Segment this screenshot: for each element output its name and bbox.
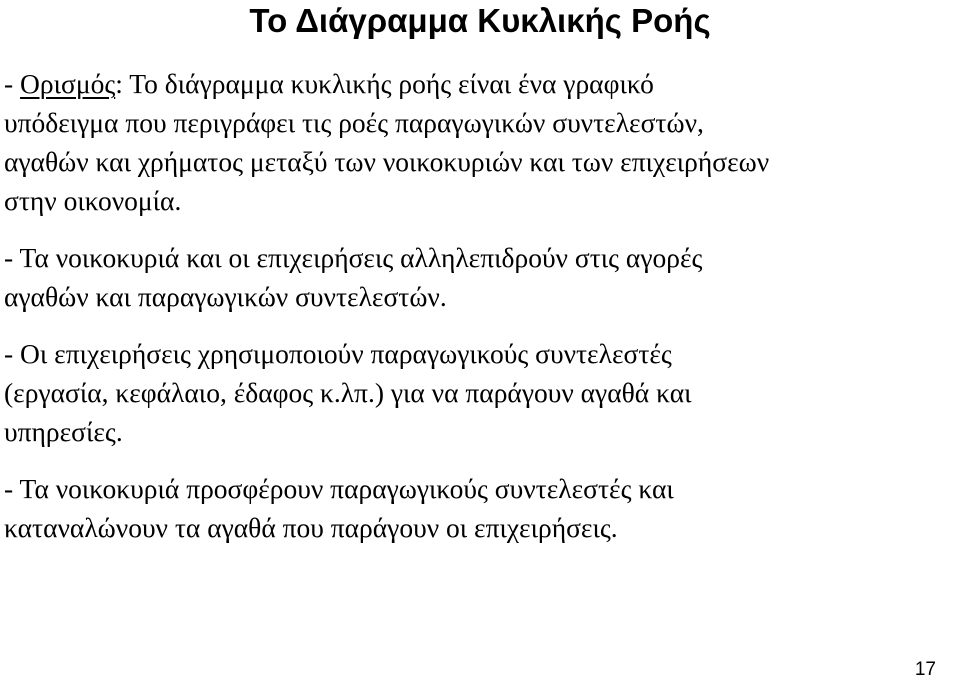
text-line [4,64,949,103]
text-line: - Τα νοικοκυριά και οι επιχειρήσεις αλληλεπιδρούν στις αγορές [4,242,703,273]
text-line: αγαθών και χρήματος μεταξύ των νοικοκυριών και των επιχειρήσεων [4,146,770,177]
paragraph-definition [4,64,949,220]
page-number: 17 [914,659,936,680]
text-line: αγαθών και παραγωγικών συντελεστών. [4,281,447,312]
paragraph-interaction [4,238,949,316]
text-line: - Τα νοικοκυριά προσφέρουν παραγωγικούς συντελεστές και [4,473,674,504]
slide-body [4,64,949,565]
definition-term: Ορισμός [20,68,116,99]
bullet-dash: - [4,68,21,99]
text-line: καταναλώνουν τα αγαθά που παράγουν οι επιχειρήσεις. [4,512,618,543]
text-line: - Οι επιχειρήσεις χρησιμοποιούν παραγωγικούς συντελεστές [4,338,672,369]
paragraph-households [4,469,949,547]
slide-title: Το Διάγραμμα Κυκλικής Ροής [249,2,711,39]
paragraph-firms [4,334,949,451]
text-line: στην οικονομία. [4,185,182,216]
text-line: (εργασία, κεφάλαιο, έδαφος κ.λπ.) για να παράγουν αγαθά και [4,377,692,408]
text-line: υπηρεσίες. [4,416,123,447]
text-fragment: : Το διάγραμμα κυκλικής ροής είναι ένα γραφικό [115,68,654,99]
text-line: υπόδειγμα που περιγράφει τις ροές παραγωγικών συντελεστών, [4,107,704,138]
